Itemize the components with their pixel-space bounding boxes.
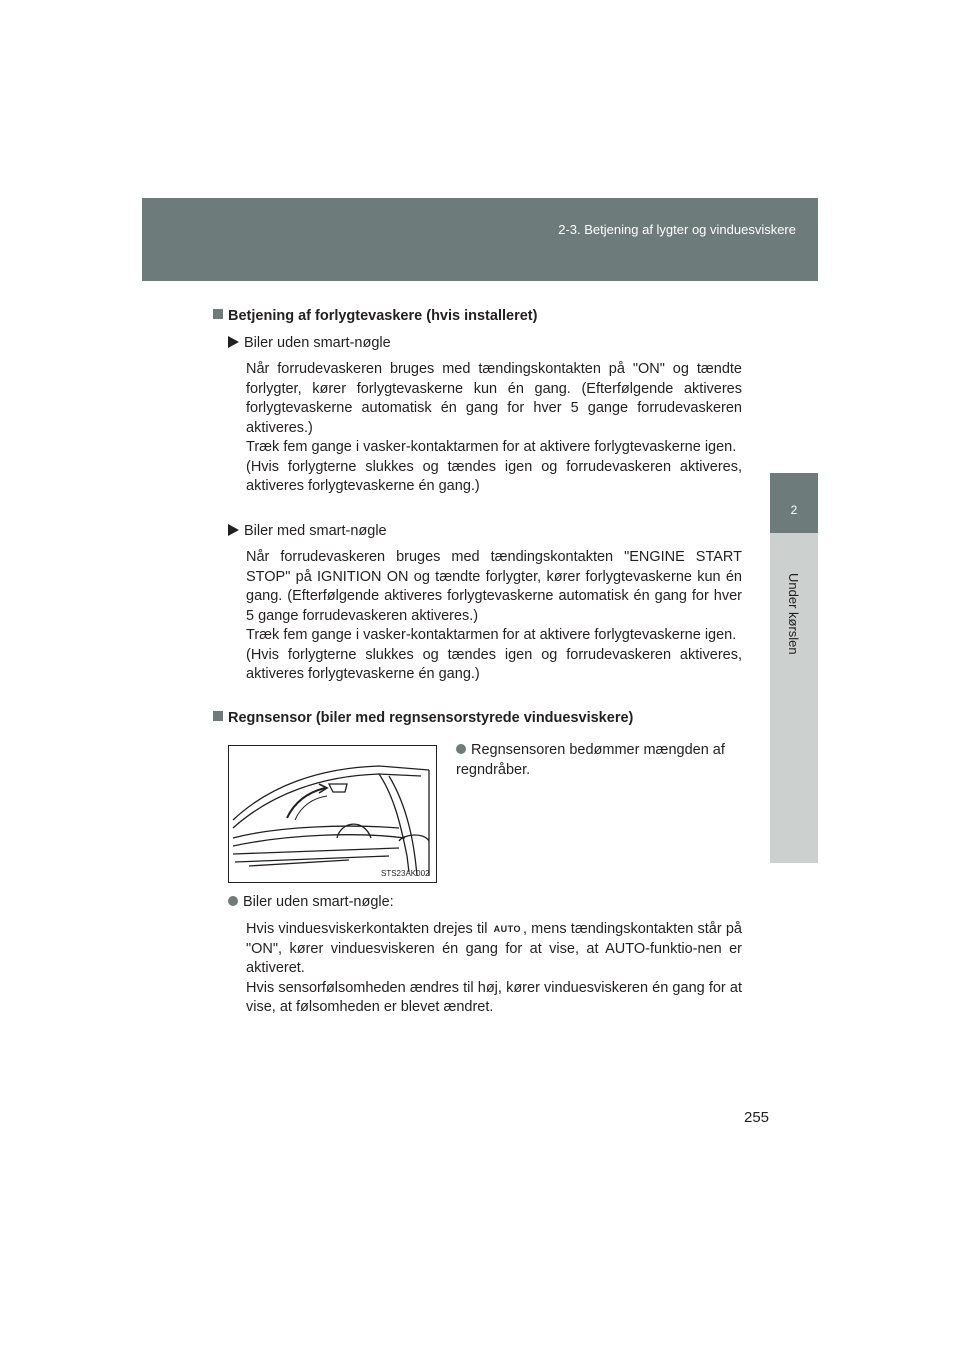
- figure-code: STS23AK002: [381, 869, 430, 878]
- rain-sensor-illustration: [228, 745, 437, 883]
- square-bullet-icon: [213, 309, 223, 319]
- chapter-label: Under kørslen: [786, 573, 801, 655]
- square-bullet-icon: [213, 711, 223, 721]
- auto-icon: AUTO: [493, 924, 521, 934]
- chapter-number-tab: [770, 473, 818, 533]
- subheading-without-smart-key: Biler uden smart-nøgle: [228, 335, 391, 351]
- bullet-rain-sensor: Regnsensoren bedømmer mængden af regndråber.: [456, 742, 725, 778]
- paragraph-with-smart-key: Når forrudevaskeren bruges med tændingskontakten "ENGINE START STOP" på IGNITION ON og tændte forlygter, kører forlygtevaskerne kun én gang. (Efterfølgende aktiveres forlygtevaskerne automatisk én gang for hver 5 gange forrudevaskeren aktiveres.) Træk fem gange i vasker-kontaktarmen for at aktivere forlygtevaskerne igen. (Hvis forlygterne slukkes og tændes igen og forrudevaskeren aktiveres, aktiveres forlygtevaskerne én gang.): [246, 549, 742, 682]
- subheading-with-smart-key: Biler med smart-nøgle: [228, 523, 387, 539]
- circle-bullet-icon: [228, 896, 238, 906]
- bullet-without-smart-key: Biler uden smart-nøgle:: [228, 893, 394, 913]
- windshield-drawing: [229, 746, 436, 882]
- chapter-number: 2: [790, 503, 798, 517]
- chapter-label-tab: [770, 533, 818, 863]
- circle-bullet-icon: [456, 744, 466, 754]
- paragraph-without-smart-key: Når forrudevaskeren bruges med tændingskontakten på "ON" og tændte forlygter, kører forlygtevaskerne kun én gang. (Efterfølgende aktiveres forlygtevaskerne automatisk én gang for hver 5 gange forrudevaskeren aktiveres.) Træk fem gange i vasker-kontaktarmen for at aktivere forlygtevaskerne igen. (Hvis forlygterne slukkes og tændes igen og forrudevaskeren aktiveres, aktiveres forlygtevaskerne én gang.): [246, 361, 742, 494]
- heading-rain-sensor: Regnsensor (biler med regnsensorstyrede vinduesviskere): [213, 710, 633, 726]
- header-band: [142, 198, 818, 281]
- triangle-bullet-icon: [228, 524, 239, 536]
- page-number: 255: [744, 1109, 770, 1126]
- heading-headlight-washers: Betjening af forlygtevaskere (hvis installeret): [213, 308, 537, 324]
- paragraph-auto-function: Hvis vinduesviskerkontakten drejes til AUTO , mens tændingskontakten står på "ON", kører vinduesviskeren én gang for at vise, at AUTO-funktio-nen er aktiveret. Hvis sensorfølsomheden ændres til høj, kører vinduesviskeren én gang for at vise, at følsomheden er blevet ændret.: [246, 921, 742, 1015]
- section-title: 2-3. Betjening af lygter og vinduesviskere: [558, 222, 796, 237]
- triangle-bullet-icon: [228, 336, 239, 348]
